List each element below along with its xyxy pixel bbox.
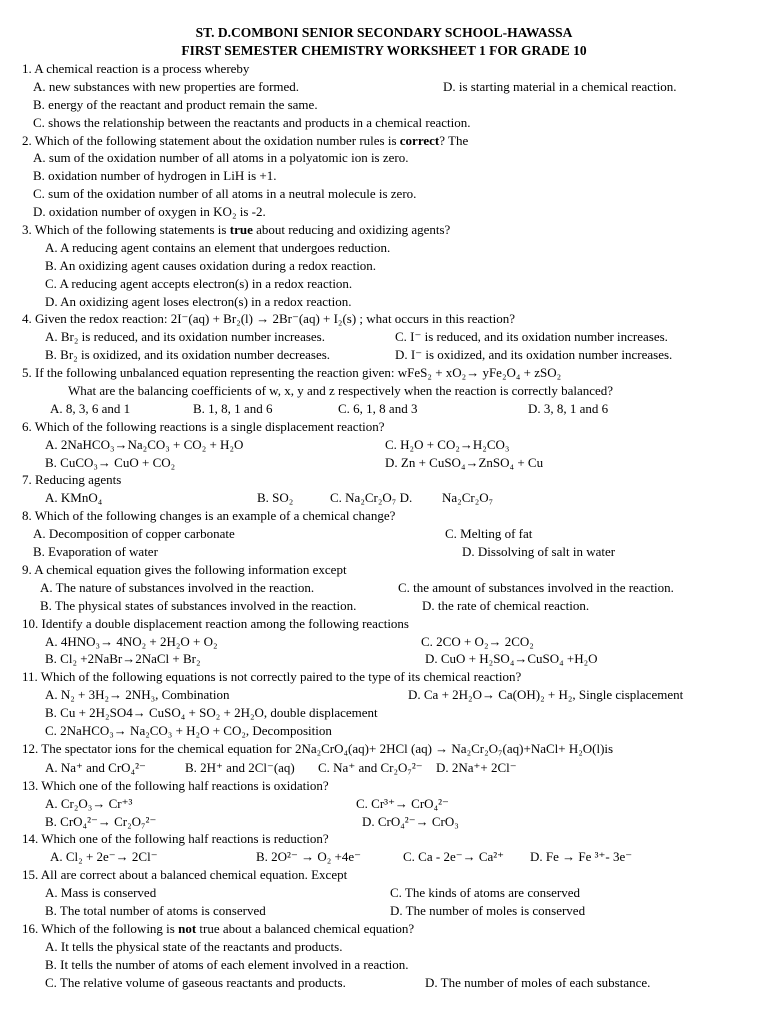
question-5-stem-line-2: What are the balancing coefficients of w, x, y and z respectively when the reaction is correctly balanced? [68, 383, 614, 399]
question-2-option-b: B. oxidation number of hydrogen in LiH is +1. [33, 168, 277, 184]
question-15-option-c: C. The kinds of atoms are conserved [390, 885, 581, 901]
question-1-option-b: B. energy of the reactant and product remain the same. [33, 96, 318, 112]
question-1-stem: 1. A chemical reaction is a process whereby [22, 61, 250, 76]
question-7-stem: 7. Reducing agents [22, 472, 122, 488]
question-11-option-d: D. Ca + 2H₂O→ Ca(OH)₂ + H₂, Single cisplacement [408, 687, 684, 703]
question-15-option-a: A. Mass is conserved [45, 885, 157, 901]
question-1-option-b-row [0, 96, 768, 114]
question-1-option-c: C. shows the relationship between the reactants and products in a chemical reaction. [33, 114, 471, 130]
question-8-option-c: C. Melting of fat [445, 526, 533, 542]
question-12-option-b: B. 2H⁺ and 2Cl⁻(aq) [185, 759, 295, 775]
question-15-stem: 15. All are correct about a balanced chemical equation. Except [22, 867, 348, 883]
question-1-option-c-row [0, 114, 768, 132]
question-10-stem: 10. Identify a double displacement reaction among the following reactions [22, 615, 409, 631]
question-9-option-a: A. The nature of substances involved in the reaction. [40, 579, 315, 595]
question-10-option-c: C. 2CO + O₂→ 2CO₂ [421, 633, 534, 649]
question-4-stem: 4. Given the redox reaction: 2I⁻(aq) + Br₂(l) → 2Br⁻(aq) + I₂(s) ; what occurs in this reaction? [22, 311, 516, 327]
question-6-options-row-2 [0, 454, 768, 472]
question-13-options-row-1 [0, 795, 768, 813]
question-6-stem: 6. Which of the following reactions is a single displacement reaction? [22, 418, 385, 434]
question-9-option-d: D. the rate of chemical reaction. [422, 597, 590, 613]
question-1-options-row [0, 78, 768, 96]
question-12-option-d: D. 2Na⁺+ 2Cl⁻ [436, 759, 517, 775]
question-2-option-c: C. sum of the oxidation number of all atoms in a neutral molecule is zero. [33, 186, 417, 202]
question-4-option-d: D. I⁻ is oxidized, and its oxidation number increases. [395, 347, 673, 363]
question-5-options-row [0, 400, 768, 418]
question-11-option-b-row [0, 704, 768, 722]
question-8-option-a: A. Decomposition of copper carbonate [33, 526, 235, 542]
question-6-option-c: C. H₂O + CO₂→H₂CO₃ [385, 436, 510, 452]
question-10-option-a: A. 4HNO₃→ 4NO₂ + 2H₂O + O₂ [45, 633, 218, 649]
question-4-option-b: B. Br₂ is oxidized, and its oxidation number decreases. [45, 347, 331, 363]
question-2-option-d: D. oxidation number of oxygen in KO₂ is -2. [33, 204, 266, 220]
question-11-option-b: B. Cu + 2H₂SO4→ CuSO₄ + SO₂ + 2H₂O, double displacement [45, 705, 378, 721]
question-16-option-a-row [0, 938, 768, 956]
worksheet-title: FIRST SEMESTER CHEMISTRY WORKSHEET 1 FOR GRADE 10 [181, 42, 587, 58]
question-7-option-b: B. SO₂ [257, 490, 294, 506]
question-16-stem: 16. Which of the following is not true about a balanced chemical equation? [22, 920, 415, 936]
question-6-option-a: A. 2NaHCO₃→Na₂CO₃ + CO₂ + H₂O [45, 436, 244, 452]
question-2-option-c-row [0, 185, 768, 203]
question-8-options-row-1 [0, 525, 768, 543]
question-5-stem: 5. If the following unbalanced equation representing the reaction given: wFeS₂ + xO₂→ yFe₂O₄ + zSO₂ [22, 365, 562, 381]
question-4-options-row-2 [0, 346, 768, 364]
question-8-option-d: D. Dissolving of salt in water [462, 544, 616, 560]
question-2-option-d-row [0, 203, 768, 221]
question-15-options-row-1 [0, 884, 768, 902]
question-14-option-b: B. 2O²⁻ → O₂ +4e⁻ [256, 849, 361, 865]
question-9-option-c: C. the amount of substances involved in the reaction. [398, 579, 674, 595]
question-2-option-b-row [0, 167, 768, 185]
question-6-option-b: B. CuCO₃→ CuO + CO₂ [45, 454, 176, 470]
question-12-option-c: C. Na⁺ and Cr₂O₇²⁻ [318, 759, 423, 775]
question-1-option-d: D. is starting material in a chemical reaction. [443, 78, 677, 94]
question-16-option-c: C. The relative volume of gaseous reactants and products. [45, 974, 346, 990]
question-7-option-c: C. Na₂Cr₂O₇ D. [330, 490, 413, 506]
question-12-options-row [0, 759, 768, 777]
question-7-option-d: Na₂Cr₂O₇ [442, 490, 494, 506]
question-14-options-row [0, 848, 768, 866]
question-13-stem: 13. Which one of the following half reactions is oxidation? [22, 777, 329, 793]
question-8-stem: 8. Which of the following changes is an example of a chemical change? [22, 508, 396, 524]
question-3-option-c: C. A reducing agent accepts electron(s) in a redox reaction. [45, 275, 353, 291]
question-5-option-a: A. 8, 3, 6 and 1 [50, 400, 131, 416]
question-4-option-c: C. I⁻ is reduced, and its oxidation number increases. [395, 329, 668, 345]
question-2-option-a: A. sum of the oxidation number of all atoms in a polyatomic ion is zero. [33, 150, 409, 166]
question-9-option-b: B. The physical states of substances involved in the reaction. [40, 597, 357, 613]
question-3-option-a: A. A reducing agent contains an element that undergoes reduction. [45, 239, 391, 255]
question-13-option-c: C. Cr³⁺→ CrO₄²⁻ [356, 795, 449, 811]
question-8-option-b: B. Evaporation of water [33, 544, 158, 560]
question-13-option-b: B. CrO₄²⁻→ Cr₂O₇²⁻ [45, 813, 157, 829]
question-list [0, 60, 768, 991]
question-14-option-d: D. Fe → Fe ³⁺- 3e⁻ [530, 849, 633, 865]
question-10-options-row-1 [0, 633, 768, 651]
question-9-options-row-1 [0, 579, 768, 597]
question-3-option-c-row [0, 275, 768, 293]
question-9-stem: 9. A chemical equation gives the following information except [22, 561, 347, 577]
question-16-option-b-row [0, 956, 768, 974]
question-6-option-d: D. Zn + CuSO₄→ZnSO₄ + Cu [385, 454, 544, 470]
question-11-option-c-row [0, 722, 768, 740]
school-name: ST. D.COMBONI SENIOR SECONDARY SCHOOL-HAWASSA [195, 25, 573, 40]
question-11-stem: 11. Which of the following equations is not correctly paired to the type of its chemical reaction? [22, 669, 522, 685]
question-6-options-row-1 [0, 436, 768, 454]
question-1-option-a: A. new substances with new properties are formed. [33, 78, 300, 94]
question-16-option-b: B. It tells the number of atoms of each element involved in a reaction. [45, 956, 409, 972]
question-15-option-b: B. The total number of atoms is conserved [45, 902, 266, 918]
question-3-option-b: B. An oxidizing agent causes oxidation during a redox reaction. [45, 257, 377, 273]
question-3-option-b-row [0, 257, 768, 275]
question-15-options-row-2 [0, 902, 768, 920]
question-14-stem: 14. Which one of the following half reactions is reduction? [22, 831, 329, 847]
question-13-option-a: A. Cr₂O₃→ Cr⁺³ [45, 795, 133, 811]
worksheet-header [0, 24, 768, 59]
question-3-option-d: D. An oxidizing agent loses electron(s) in a redox reaction. [45, 293, 352, 309]
question-3-stem: 3. Which of the following statements is true about reducing and oxidizing agents? [22, 222, 451, 238]
question-5-option-d: D. 3, 8, 1 and 6 [528, 400, 609, 416]
question-3-option-a-row [0, 239, 768, 257]
question-11-option-a: A. N₂ + 3H₂→ 2NH₃, Combination [45, 687, 230, 703]
question-13-option-d: D. CrO₄²⁻→ CrO₃ [362, 813, 459, 829]
question-13-options-row-2 [0, 813, 768, 831]
question-5-option-c: C. 6, 1, 8 and 3 [338, 400, 418, 416]
question-10-options-row-2 [0, 650, 768, 668]
question-16-option-a: A. It tells the physical state of the reactants and products. [45, 938, 343, 954]
question-7-option-a: A. KMnO₄ [45, 490, 103, 506]
question-12-option-a: A. Na⁺ and CrO₄²⁻ [45, 759, 146, 775]
question-11-options-row-1 [0, 686, 768, 704]
question-16-options-row-3 [0, 974, 768, 992]
question-11-option-c: C. 2NaHCO₃→ Na₂CO₃ + H₂O + CO₂, Decomposition [45, 722, 332, 738]
question-4-option-a: A. Br₂ is reduced, and its oxidation number increases. [45, 329, 325, 345]
question-4-options-row-1 [0, 328, 768, 346]
question-9-options-row-2 [0, 597, 768, 615]
question-14-option-a: A. Cl₂ + 2e⁻→ 2Cl⁻ [50, 849, 158, 865]
question-10-option-d: D. CuO + H₂SO₄→CuSO₄ +H₂O [425, 651, 598, 667]
question-2-stem: 2. Which of the following statement about the oxidation number rules is correct? The [22, 132, 469, 148]
question-2-option-a-row [0, 149, 768, 167]
question-14-option-c: C. Ca - 2e⁻→ Ca²⁺ [403, 849, 505, 865]
question-7-options-row [0, 489, 768, 507]
question-3-option-d-row [0, 293, 768, 311]
question-10-option-b: B. Cl₂ +2NaBr→2NaCl + Br₂ [45, 651, 201, 667]
question-5-option-b: B. 1, 8, 1 and 6 [193, 400, 273, 416]
question-16-option-d: D. The number of moles of each substance. [425, 974, 651, 990]
question-12-stem: 12. The spectator ions for the chemical equation foг 2Na₂CrO₄(aq)+ 2HCl (aq) → Na₂Cr₂O₇(aq)+NaCl+ H₂O(l)is [22, 740, 614, 756]
question-15-option-d: D. The number of moles is conserved [390, 902, 586, 918]
question-8-options-row-2 [0, 543, 768, 561]
